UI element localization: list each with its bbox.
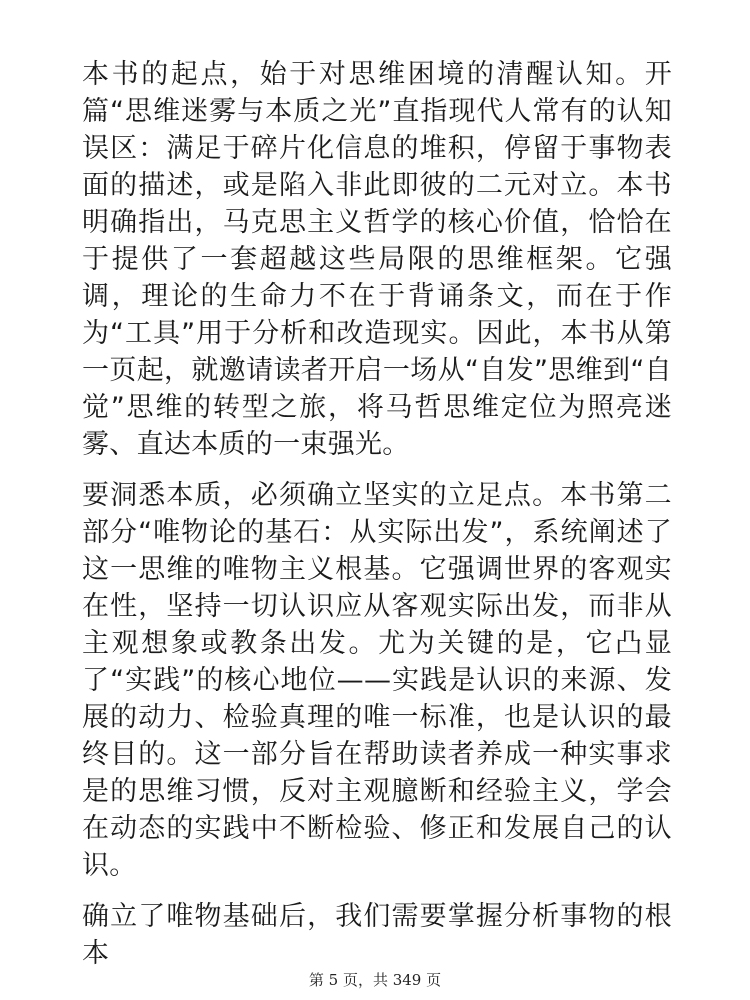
page-number-footer: 第 5 页，共 349 页 bbox=[308, 971, 442, 989]
paragraph-2: 要洞悉本质，必须确立坚实的立足点。本书第二部分“唯物论的基石：从实际出发”，系统阐述了这一思维的唯物主义根基。它强调世界的客观实在性，坚持一切认识应从客观实际出发，而非从主观想象或教条出发。尤为关键的是，它凸显了“实践”的核心地位——实践是认识的来源、发展的动力、检验真理的唯一标准，也是认识的最终目的。这一部分旨在帮助读者养成一种实事求是的思维习惯，反对主观臆断和经验主义，学会在动态的实践中不断检验、修正和发展自己的认识。 bbox=[82, 480, 672, 881]
paragraph-3: 确立了唯物基础后，我们需要掌握分析事物的根本 bbox=[82, 901, 672, 969]
page-body bbox=[82, 56, 672, 986]
paragraph-1: 本书的起点，始于对思维困境的清醒认知。开篇“思维迷雾与本质之光”直指现代人常有的认知误区：满足于碎片化信息的堆积，停留于事物表面的描述，或是陷入非此即彼的二元对立。本书明确指出，马克思主义哲学的核心价值，恰恰在于提供了一套超越这些局限的思维框架。它强调，理论的生命力不在于背诵条文，而在于作为“工具”用于分析和改造现实。因此，本书从第一页起，就邀请读者开启一场从“自发”思维到“自觉”思维的转型之旅，将马哲思维定位为照亮迷雾、直达本质的一束强光。 bbox=[82, 59, 672, 460]
